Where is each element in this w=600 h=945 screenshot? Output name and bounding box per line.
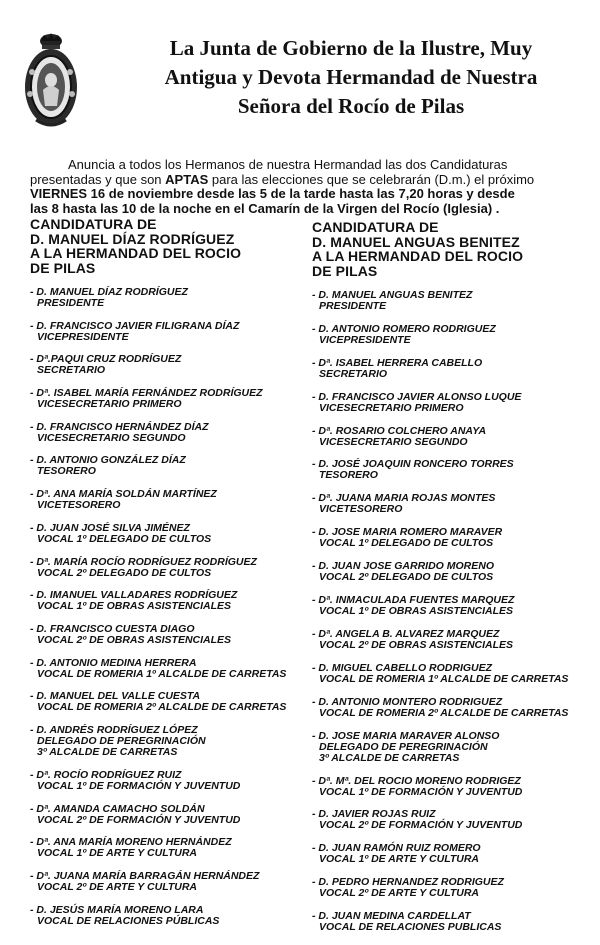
member-position: VICESECRETARIO SEGUNDO <box>319 435 468 448</box>
list-item <box>30 658 300 692</box>
member-position: DELEGADO DE PEREGRINACIÓN <box>319 740 488 753</box>
list-item <box>312 776 582 810</box>
member-name: - D. JAVIER ROJAS RUIZ <box>312 808 436 821</box>
member-name: - D. PEDRO HERNANDEZ RODRIGUEZ <box>312 876 504 889</box>
member-position: VOCAL 1º DE ARTE Y CULTURA <box>37 847 197 860</box>
member-position: VOCAL DE ROMERIA 2º ALCALDE DE CARRETAS <box>37 701 287 714</box>
list-item <box>30 837 300 871</box>
member-position: PRESIDENTE <box>319 300 387 312</box>
member-position: VOCAL DE ROMERIA 1º ALCALDE DE CARRETAS <box>319 672 569 685</box>
member-name: - Dª. ROSARIO COLCHERO ANAYA <box>312 424 487 437</box>
member-name: - Dª.PAQUI CRUZ RODRÍGUEZ <box>30 353 182 366</box>
member-name: - Dª. AMANDA CAMACHO SOLDÁN <box>30 802 205 815</box>
title-line: La Junta de Gobierno de la Ilustre, Muy <box>169 36 533 60</box>
member-position: VOCAL 2º DELEGADO DE CULTOS <box>37 566 212 579</box>
member-position: VOCAL DE RELACIONES PUBLICAS <box>319 921 502 934</box>
member-position: VOCAL 2º DE OBRAS ASISTENCIALES <box>37 633 232 646</box>
heading-line: CANDIDATURA DE <box>312 219 439 235</box>
list-item <box>30 321 300 355</box>
member-name: - D. JOSE MARIA ROMERO MARAVER <box>312 526 503 539</box>
list-item <box>30 422 300 456</box>
member-position: VOCAL 1º DE OBRAS ASISTENCIALES <box>37 600 232 613</box>
member-name: - Dª. ANA MARÍA MORENO HERNÁNDEZ <box>30 836 232 849</box>
member-position-extra: 3º ALCALDE DE CARRETAS <box>37 745 178 758</box>
member-name: - D. JUAN JOSE GARRIDO MORENO <box>312 560 495 573</box>
member-list <box>312 290 582 945</box>
member-position: VOCAL 1º DE OBRAS ASISTENCIALES <box>319 605 514 618</box>
member-position: VOCAL 1º DE FORMACIÓN Y JUVENTUD <box>37 779 241 792</box>
member-name: - D. ANTONIO ROMERO RODRIGUEZ <box>312 322 496 335</box>
list-item <box>30 354 300 388</box>
member-name: - D. JOSÉ JOAQUIN RONCERO TORRES <box>312 458 514 471</box>
member-list <box>30 287 300 938</box>
hermandad-crest-emblem <box>22 32 80 130</box>
member-name: - D. IMANUEL VALLADARES RODRÍGUEZ <box>30 589 238 602</box>
heading-line: D. MANUEL ANGUAS BENITEZ <box>312 233 520 250</box>
member-name: - D. ANTONIO MONTERO RODRIGUEZ <box>312 695 503 708</box>
member-position: VICESECRETARIO PRIMERO <box>319 401 464 414</box>
list-item <box>312 324 582 358</box>
list-item <box>30 557 300 591</box>
member-position: VOCAL 2º DE ARTE Y CULTURA <box>37 881 197 893</box>
member-name: - D. ANTONIO GONZÁLEZ DÍAZ <box>30 454 186 467</box>
candidatura-heading <box>30 217 300 275</box>
member-position: TESORERO <box>319 469 378 482</box>
list-item <box>312 459 582 493</box>
member-position: VICEPRESIDENTE <box>37 330 129 343</box>
member-name: - Dª. ROCÍO RODRÍGUEZ RUIZ <box>30 768 182 781</box>
list-item <box>30 725 300 770</box>
member-position: VICESECRETARIO PRIMERO <box>37 398 182 411</box>
announcement-line <box>30 173 582 188</box>
heading-line: CANDIDATURA DE <box>30 216 157 232</box>
announcement-line: Anuncia a todos los Hermanos de nuestra Hermandad las dos Candidaturas <box>68 157 508 172</box>
member-position: SECRETARIO <box>319 367 388 380</box>
heading-line: D. MANUEL DÍAZ RODRÍGUEZ <box>30 230 235 247</box>
member-name: - D. ANTONIO MEDINA HERRERA <box>30 656 197 669</box>
member-position: VICEPRESIDENTE <box>319 333 411 346</box>
member-position: VOCAL 1º DE FORMACIÓN Y JUVENTUD <box>319 785 523 798</box>
list-item <box>30 905 300 939</box>
member-position: PRESIDENTE <box>37 297 105 309</box>
list-item <box>30 691 300 725</box>
list-item <box>312 809 582 843</box>
member-name: - D. MANUEL ANGUAS BENITEZ <box>312 289 473 301</box>
heading-line: DE PILAS <box>312 262 378 279</box>
list-item <box>30 287 300 321</box>
member-position: VICETESORERO <box>37 499 121 512</box>
member-name: - Dª. MARÍA ROCÍO RODRÍGUEZ RODRÍGUEZ <box>30 555 257 568</box>
member-name: - D. FRANCISCO HERNÁNDEZ DÍAZ <box>30 420 209 433</box>
list-item <box>312 911 582 945</box>
member-name: - D. JESÚS MARÍA MORENO LARA <box>30 903 204 916</box>
member-name: - Dª. JUANA MARÍA BARRAGÁN HERNÁNDEZ <box>30 870 260 882</box>
list-item <box>30 489 300 523</box>
list-item <box>312 731 582 776</box>
member-position: VOCAL 2º DE FORMACIÓN Y JUVENTUD <box>37 813 241 826</box>
list-item <box>312 290 582 324</box>
member-name: - D. FRANCISCO JAVIER FILIGRANA DÍAZ <box>30 319 240 332</box>
member-name: - D. MANUEL DÍAZ RODRÍGUEZ <box>30 286 188 298</box>
member-name: - D. JOSE MARIA MARAVER ALONSO <box>312 729 500 742</box>
list-item <box>312 392 582 426</box>
candidatura-diaz-column <box>30 217 300 938</box>
member-name: - Dª. ANGELA B. ALVAREZ MARQUEZ <box>312 627 500 640</box>
list-item <box>30 523 300 557</box>
member-name: - D. JUAN RAMÓN RUIZ ROMERO <box>312 842 481 855</box>
list-item <box>312 595 582 629</box>
candidatura-heading <box>312 220 582 278</box>
list-item <box>312 561 582 595</box>
list-item <box>312 629 582 663</box>
candidatura-anguas-column <box>312 220 582 945</box>
announcement-text: presentadas y que son <box>30 171 166 187</box>
member-name: - Dª. ISABEL MARÍA FERNÁNDEZ RODRÍGUEZ <box>30 387 263 400</box>
member-position: VICETESORERO <box>319 503 403 516</box>
member-position: VOCAL 1º DELEGADO DE CULTOS <box>319 537 494 550</box>
member-position: VOCAL DE ROMERIA 2º ALCALDE DE CARRETAS <box>319 706 569 719</box>
document-title <box>118 34 584 121</box>
member-name: - Dª. Mª. DEL ROCIO MORENO RODRIGEZ <box>312 774 521 787</box>
member-position: TESORERO <box>37 465 96 478</box>
list-item <box>30 871 300 905</box>
list-item <box>30 590 300 624</box>
member-name: - D. JUAN MEDINA CARDELLAT <box>312 910 471 923</box>
list-item <box>312 358 582 392</box>
member-name: - Dª. INMACULADA FUENTES MARQUEZ <box>312 594 515 607</box>
member-name: - D. ANDRÉS RODRÍGUEZ LÓPEZ <box>30 723 198 736</box>
member-position: VOCAL 1º DELEGADO DE CULTOS <box>37 532 212 545</box>
member-position: VOCAL 2º DELEGADO DE CULTOS <box>319 571 494 584</box>
list-item <box>30 455 300 489</box>
announcement-paragraph <box>30 158 582 216</box>
member-position: VOCAL 1º DE ARTE Y CULTURA <box>319 853 479 866</box>
member-name: - D. MANUEL DEL VALLE CUESTA <box>30 690 201 703</box>
heading-line: DE PILAS <box>30 259 96 276</box>
member-name: - D. JUAN JOSÉ SILVA JIMÉNEZ <box>30 521 190 534</box>
list-item <box>312 663 582 697</box>
list-item <box>30 624 300 658</box>
list-item <box>30 804 300 838</box>
heading-line: A LA HERMANDAD DEL ROCIO <box>312 248 524 264</box>
member-position: DELEGADO DE PEREGRINACIÓN <box>37 734 206 747</box>
list-item <box>312 493 582 527</box>
member-position: VOCAL DE ROMERIA 1º ALCALDE DE CARRETAS <box>37 667 287 680</box>
member-name: - D. FRANCISCO JAVIER ALONSO LUQUE <box>312 390 522 403</box>
list-item <box>312 877 582 911</box>
list-item <box>312 426 582 460</box>
announcement-place-line: las 8 hasta las 10 de la noche en el Camarín de la Virgen del Rocío (Iglesia) . <box>30 200 500 216</box>
title-line: Señora del Rocío de Pilas <box>237 94 465 118</box>
member-position: VOCAL DE RELACIONES PÚBLICAS <box>37 914 220 927</box>
member-position-extra: 3º ALCALDE DE CARRETAS <box>319 751 460 764</box>
list-item <box>30 388 300 422</box>
list-item <box>312 527 582 561</box>
list-item <box>312 697 582 731</box>
member-position: SECRETARIO <box>37 364 106 377</box>
announcement-date-line: VIERNES 16 de noviembre desde las 5 de la tarde hasta las 7,20 horas y desde <box>30 186 515 201</box>
heading-line: A LA HERMANDAD DEL ROCIO <box>30 245 242 261</box>
member-name: - Dª. ISABEL HERRERA CABELLO <box>312 356 483 369</box>
member-position: VOCAL 2º DE FORMACIÓN Y JUVENTUD <box>319 819 523 832</box>
announcement-text: para las elecciones que se celebrarán (D.m.) el próximo <box>208 171 535 187</box>
list-item <box>312 843 582 877</box>
member-position: VICESECRETARIO SEGUNDO <box>37 431 186 444</box>
list-item <box>30 770 300 804</box>
member-position: VOCAL 2º DE OBRAS ASISTENCIALES <box>319 638 514 651</box>
member-name: - D. MIGUEL CABELLO RODRIGUEZ <box>312 661 493 674</box>
member-name: - Dª. ANA MARÍA SOLDÁN MARTÍNEZ <box>30 488 217 501</box>
aptas-emphasis: APTAS <box>165 171 209 187</box>
member-name: - D. FRANCISCO CUESTA DIAGO <box>30 622 195 635</box>
member-position: VOCAL 2º DE ARTE Y CULTURA <box>319 887 479 900</box>
title-line: Antigua y Devota Hermandad de Nuestra <box>164 65 538 89</box>
member-name: - Dª. JUANA MARIA ROJAS MONTES <box>312 492 496 505</box>
